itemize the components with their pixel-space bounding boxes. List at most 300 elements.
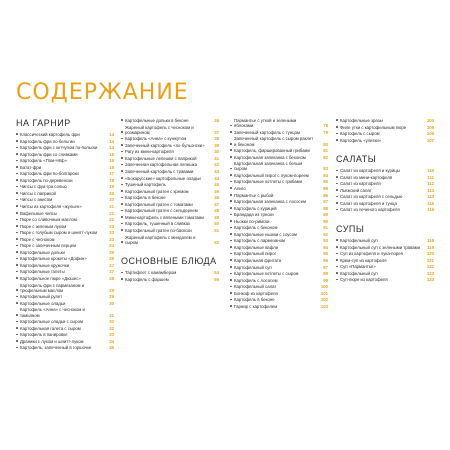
toc-entry-page: 98 (323, 271, 328, 277)
toc-entry-title: Филе утки с картофельным пюре (340, 124, 407, 130)
toc-entry-title: Чипсы из картофеля «жульен» (20, 204, 82, 210)
toc-entry[interactable] (16, 294, 114, 299)
toc-entry-page: 81 (323, 148, 328, 154)
toc-entry[interactable] (16, 204, 114, 209)
toc-entry-page: 78 (323, 123, 328, 129)
toc-entry-title: Крем-суп из картофеля (340, 257, 387, 263)
toc-entry[interactable] (16, 332, 114, 337)
toc-entry-page: 106 (426, 131, 434, 137)
toc-entry-title: Мини-картофель с вялеными томатами (125, 214, 204, 220)
toc-entry-page: 121 (426, 257, 434, 263)
toc-entry[interactable] (336, 194, 434, 199)
toc-entry-page: 26 (109, 256, 114, 262)
toc-entry-title: Суп из картофеля и лука-порея (340, 251, 403, 257)
section-heading: САЛАТЫ (336, 154, 377, 165)
toc-entry-page: 38 (214, 136, 219, 142)
toc-entry-title: Картофель «Анна» с чесноком и тимьяном (20, 307, 85, 318)
toc-entry[interactable] (230, 212, 328, 217)
toc-entry-title: Запеченный картофель «по-бульонски» (125, 142, 205, 148)
toc-entry-page: 33 (109, 332, 114, 338)
toc-entry-page: 39 (214, 142, 219, 148)
toc-entry-page: 110 (427, 168, 434, 174)
toc-entry[interactable] (230, 130, 328, 135)
toc-entry-page: 34 (109, 338, 114, 344)
toc-entry-page: 79 (323, 129, 328, 135)
toc-entry[interactable] (230, 118, 328, 128)
toc-entry[interactable] (121, 195, 219, 200)
toc-entry[interactable] (121, 189, 219, 194)
toc-entry[interactable] (230, 265, 328, 270)
toc-entry[interactable] (16, 211, 114, 216)
toc-entry-title: Картофель по-деревенски (20, 177, 73, 183)
toc-entry-page: 21 (109, 204, 114, 210)
toc-entry-page: 94 (323, 244, 328, 250)
toc-entry-title: Картофельная запеканка с белым сыром (234, 161, 303, 172)
toc-entry-page: 23 (109, 223, 114, 229)
toc-entry-title: Картофельный пирог (234, 251, 277, 257)
toc-entry[interactable] (230, 179, 328, 184)
toc-column-2 (121, 118, 219, 283)
toc-entry-page: 27 (109, 262, 114, 268)
toc-entry-title: Жареный картофель с миндалем и сыром (125, 234, 196, 245)
toc-entry-page: 85 (323, 179, 328, 185)
toc-entry-title: Картофельный суп (340, 270, 378, 276)
toc-entry[interactable] (121, 235, 219, 245)
toc-entry-page: 24 (109, 243, 114, 249)
toc-entry-page: 32 (109, 319, 114, 325)
toc-entry-page: 88 (323, 205, 328, 211)
toc-entry-title: Льежский салат (340, 187, 372, 193)
toc-entry-title: Пармантье с рыбой (234, 192, 274, 198)
toc-entry-page: 36 (214, 118, 219, 123)
toc-entry-title: Пармантье с уткой и зелеными яблоками (234, 118, 297, 129)
toc-entry[interactable] (230, 271, 328, 276)
toc-entry[interactable] (336, 118, 434, 123)
toc-entry-title: Картофельный суп (234, 264, 272, 270)
toc-entry[interactable] (16, 283, 114, 293)
section-gap (336, 214, 434, 224)
toc-entry-page: 23 (109, 236, 114, 242)
toc-entry-title: Картофельный гратен с кремом (125, 188, 189, 194)
toc-entry-page: 93 (323, 238, 328, 244)
toc-entry-title: Картофельный гратен с сельдереем (125, 208, 198, 214)
toc-entry[interactable] (121, 136, 219, 141)
toc-entry[interactable] (16, 132, 114, 137)
toc-entry-page: 89 (323, 212, 328, 218)
toc-entry[interactable] (336, 258, 434, 263)
toc-entry-title: Картофельные оладьи (20, 300, 66, 306)
toc-entry-page: 44 (214, 175, 219, 181)
toc-entry-title: Картофельные кружочки (20, 262, 70, 268)
toc-entry-title: Тушеный картофель (125, 182, 166, 188)
toc-entry-title: Запеченная картофельная лепешка (125, 162, 198, 168)
toc-entry[interactable] (230, 232, 328, 237)
toc-entry-page: 32 (109, 325, 114, 331)
toc-entry-page: 107 (426, 137, 434, 143)
toc-entry-title: Картофель, фаршированный грибами (234, 148, 310, 154)
toc-entry-title: Картофельные лепешки с паприкой (125, 155, 197, 161)
toc-entry-page: 99 (323, 277, 328, 283)
toc-entry[interactable] (230, 284, 328, 289)
toc-entry-page: 42 (214, 162, 219, 168)
toc-entry-title: Картофель с пармезаном (234, 238, 285, 244)
toc-entry[interactable] (16, 197, 114, 202)
toc-entry[interactable] (230, 161, 328, 171)
toc-entry[interactable] (121, 118, 219, 123)
toc-entry-page: 14 (109, 145, 114, 151)
toc-entry[interactable] (230, 291, 328, 296)
toc-entry-title: Салат из картофеля (340, 181, 381, 187)
toc-entry[interactable] (230, 225, 328, 230)
toc-entry[interactable] (121, 182, 219, 187)
toc-entry[interactable] (121, 156, 219, 161)
toc-entry-title: Суп-пюре из картофеля (340, 277, 388, 283)
toc-entry-page: 14 (109, 138, 114, 144)
toc-entry-page: 31 (109, 312, 114, 318)
toc-entry[interactable] (16, 139, 114, 144)
toc-entry-title: Картофель в беконе (125, 195, 166, 201)
toc-entry-page: 20 (109, 190, 114, 196)
toc-entry-page: 102 (320, 297, 328, 303)
toc-entry-title: Пюре с голубым сыром и шнитт-луком (20, 230, 98, 236)
toc-entry-page: 111 (427, 174, 434, 180)
toc-entry-page: 101 (320, 290, 328, 296)
toc-entry-title: Салат из печеного картофеля (340, 207, 400, 213)
toc-entry-title: Картофель фри по-бельгии (20, 138, 75, 144)
toc-entry-page: 22 (109, 217, 114, 223)
toc-entry[interactable] (16, 165, 114, 170)
toc-entry[interactable] (16, 237, 114, 242)
toc-entry[interactable] (230, 251, 328, 256)
toc-entry-title: Пюре с чесноком (20, 236, 55, 242)
toc-entry-title: Чипсы с паприкой (20, 190, 56, 196)
toc-entry-title: Картофель с сыром (340, 131, 380, 137)
toc-entry-title: Жареный картофель с чесноком и розмарином (125, 124, 194, 135)
toc-entry-page: 114 (427, 194, 434, 200)
toc-entry[interactable] (121, 221, 219, 226)
toc-entry-title: Бонкоф из картофеля (234, 290, 278, 296)
toc-entry-title: Картофельный рулет (20, 294, 63, 300)
toc-entry-title: Салат из картофеля и курицы (340, 168, 400, 174)
toc-entry-page: 103 (320, 303, 328, 309)
toc-entry[interactable] (230, 199, 328, 204)
toc-entry-page: 92 (323, 231, 328, 237)
toc-entry-page: 23 (109, 230, 114, 236)
toc-entry-page: 27 (109, 269, 114, 275)
toc-entry-title: Картофель, тушенный в сливках (125, 221, 191, 227)
toc-entry-title: Картофельные котлеты с грибами (234, 179, 302, 185)
toc-entry-title: Картофель с курицей (234, 205, 277, 211)
toc-entry-page: 115 (427, 200, 434, 206)
toc-entry-page: 91 (323, 225, 328, 231)
section-heading: СУПЫ (336, 224, 365, 235)
toc-entry-page: 100 (320, 284, 328, 290)
toc-entry-page: 43 (214, 169, 219, 175)
toc-entry-title: Картофельные галеты (20, 269, 65, 275)
toc-entry[interactable] (121, 125, 219, 135)
toc-entry-title: Драники с луком и шнитт-луком (20, 338, 84, 344)
toc-entry[interactable] (121, 169, 219, 174)
toc-entry[interactable] (336, 201, 434, 206)
toc-entry-title: Чипсы с фуа-гра солью (20, 184, 67, 190)
toc-entry[interactable] (336, 168, 434, 173)
toc-entry[interactable] (230, 136, 328, 146)
toc-entry-title: Запеченный картофель с травами (125, 169, 194, 175)
toc-entry[interactable] (121, 215, 219, 220)
toc-entry-title: Картофельный гратен по-баскски (125, 227, 192, 233)
toc-entry-title: Запеченный картофель с тунцом (234, 129, 300, 135)
toc-entry[interactable] (336, 207, 434, 212)
toc-entry-page: 25 (109, 249, 114, 255)
toc-entry-title: Ньокки по-римски (234, 218, 270, 224)
toc-entry[interactable] (16, 145, 114, 150)
toc-entry-title: Запеченный картофель с сыром раклет и беконом (234, 136, 314, 147)
toc-entry[interactable] (336, 181, 434, 186)
toc-entry-page: 118 (427, 238, 434, 244)
toc-entry-title: Пюре с зеленым луком (20, 223, 67, 229)
toc-entry-title: Картофельный пирог с луком-пореем (234, 172, 309, 178)
toc-entry-title: Пюре со сливочным маслом (20, 217, 77, 223)
toc-entry-page: 90 (323, 218, 328, 224)
toc-entry-title: Гарнир с картофелем (234, 303, 278, 309)
toc-entry-page: 19 (109, 184, 114, 190)
toc-column-4 (336, 118, 434, 284)
toc-entry[interactable] (230, 206, 328, 211)
toc-entry-page: 28 (109, 276, 114, 282)
toc-entry[interactable] (230, 297, 328, 302)
toc-entry[interactable] (16, 217, 114, 222)
toc-entry[interactable] (336, 277, 434, 282)
toc-entry[interactable] (230, 304, 328, 309)
toc-entry-title: Картофельный суп (340, 238, 378, 244)
toc-entry-title: Картофель «улитки» (340, 137, 382, 143)
toc-entry-title: Чипсы с анисом (20, 197, 53, 203)
toc-entry-page: 29 (109, 294, 114, 300)
toc-entry-title: Картофельная фритата (234, 258, 282, 263)
toc-entry-title: Картофельная запеканка с лососем (234, 199, 307, 205)
toc-entry[interactable] (121, 208, 219, 213)
toc-entry-page: 96 (323, 258, 328, 263)
toc-entry[interactable] (230, 219, 328, 224)
toc-entry-page: 83 (323, 166, 328, 172)
toc-entry[interactable] (230, 258, 328, 263)
toc-entry-page: 116 (427, 207, 434, 213)
toc-entry-title: Картофельная запеканка с беконом (234, 154, 306, 160)
toc-entry-page: 40 (214, 149, 219, 155)
toc-entry-title: Картофельные оладьи с сыром (20, 319, 83, 325)
toc-entry-page: 20 (109, 197, 114, 203)
toc-entry-page: 122 (426, 264, 434, 270)
toc-entry-title: Картофель фри по-болгарски (20, 171, 79, 177)
toc-entry[interactable] (230, 193, 328, 198)
toc-entry-page: 47 (214, 201, 219, 207)
toc-entry[interactable] (16, 250, 114, 255)
toc-entry[interactable] (336, 131, 434, 136)
toc-entry-page: 35 (109, 345, 114, 351)
toc-column-3 (230, 118, 328, 310)
toc-entry-title: Картофель «Анна» с кунжутом (125, 136, 187, 142)
toc-entry[interactable] (16, 230, 114, 235)
toc-entry-title: Картофельные зразы (340, 118, 383, 123)
toc-entry-page: 86 (323, 192, 328, 198)
toc-entry-page: 84 (323, 172, 328, 178)
toc-entry[interactable] (16, 301, 114, 306)
toc-entry-page: 113 (427, 187, 434, 193)
toc-entry[interactable] (16, 224, 114, 229)
toc-entry-title: Тартифлет с камамбером (125, 270, 177, 276)
toc-entry[interactable] (121, 228, 219, 233)
toc-entry[interactable] (16, 269, 114, 274)
toc-entry[interactable] (16, 319, 114, 324)
toc-entry-title: Картофель «Пом-Нёф» (20, 158, 67, 164)
toc-entry[interactable] (16, 184, 114, 189)
toc-entry[interactable] (121, 149, 219, 154)
toc-entry[interactable] (230, 148, 328, 153)
toc-entry-title: Картофельные дольки (20, 249, 65, 255)
toc-entry-title: Пюре с запеченным перцем (20, 243, 77, 249)
toc-entry-page: 46 (214, 188, 219, 194)
toc-entry[interactable] (230, 173, 328, 178)
toc-entry-page: 21 (109, 210, 114, 216)
toc-entry-title: Классический картофель фри (20, 132, 80, 137)
toc-entry-title: Картофель фри со сливками (20, 151, 78, 157)
toc-entry[interactable] (16, 326, 114, 331)
toc-entry-page: 15 (109, 151, 114, 157)
toc-entry[interactable] (16, 171, 114, 176)
toc-entry-page: 16 (109, 158, 114, 164)
toc-entry-page: 95 (323, 251, 328, 257)
toc-entry-title: Картофель с фаршем (125, 276, 169, 282)
toc-entry-page: 17 (109, 171, 114, 177)
toc-entry-page: 30 (109, 300, 114, 306)
toc-entry-title: Салат из мини-картофеля (340, 174, 393, 180)
toc-entry[interactable] (230, 238, 328, 243)
toc-entry-title: Картофельная галета с сыром (20, 325, 81, 331)
toc-entry-title: Картофельные вафли (234, 244, 279, 250)
toc-entry[interactable] (121, 202, 219, 207)
toc-entry-title: Картофель в панировке (20, 332, 68, 338)
toc-entry[interactable] (16, 345, 114, 350)
toc-entry[interactable] (336, 188, 434, 193)
toc-entry[interactable] (121, 270, 219, 275)
toc-entry[interactable] (121, 277, 219, 282)
toc-entry-page: 18 (109, 177, 114, 183)
toc-entry[interactable] (16, 191, 114, 196)
toc-entry[interactable] (230, 186, 328, 191)
toc-entry[interactable] (16, 178, 114, 183)
toc-entry[interactable] (16, 276, 114, 281)
toc-entry-title: Картофельный салат (234, 284, 277, 290)
toc-entry-title: Картофель, запеченный в горшочке (20, 345, 92, 351)
toc-entry-page: 86 (323, 185, 328, 191)
toc-entry-page: 14 (109, 132, 114, 137)
toc-entry-title: Батат-фри (20, 164, 42, 170)
toc-entry[interactable] (16, 339, 114, 344)
toc-entry[interactable] (121, 162, 219, 167)
toc-entry-page: 29 (109, 287, 114, 293)
toc-entry[interactable] (336, 125, 434, 130)
toc-entry-title: Картофельный гратен с томатами (125, 201, 193, 207)
toc-entry[interactable] (16, 256, 114, 261)
toc-entry-title: Алиго (234, 185, 246, 191)
toc-entry-title: Рагу из мини-картофеля (125, 149, 174, 155)
section-gap (336, 144, 434, 154)
toc-entry[interactable] (230, 245, 328, 250)
toc-entry-page: 51 (214, 227, 219, 233)
toc-entry[interactable] (230, 278, 328, 283)
toc-entry-title: Картофель в беконе (234, 297, 275, 303)
toc-entry-page: 112 (427, 181, 434, 187)
toc-entry-title: Картофель фри с пармезаном и трюфельным маслом (20, 282, 85, 293)
toc-entry[interactable] (336, 271, 434, 276)
toc-entry[interactable] (336, 175, 434, 180)
toc-entry-title: Картофельные ньокки с соусом (234, 231, 297, 237)
section-heading: ОСНОВНЫЕ БЛЮДА (121, 256, 217, 267)
toc-entry-page: 87 (323, 199, 328, 205)
toc-entry-page: 49 (214, 214, 219, 220)
section-heading: НА ГАРНИР (16, 118, 71, 128)
toc-entry-page: 41 (214, 155, 219, 161)
section-gap (121, 246, 219, 256)
toc-entry-title: Салат из картофеля и тунца (340, 200, 397, 206)
toc-entry[interactable] (16, 158, 114, 163)
toc-entry-page: 46 (214, 195, 219, 201)
toc-entry-title: Картофель с лососем (234, 277, 278, 283)
toc-column-1 (16, 118, 114, 352)
toc-entry-page: 104 (426, 118, 434, 123)
toc-entry[interactable] (336, 138, 434, 143)
toc-entry-page: 50 (214, 221, 219, 227)
toc-entry-title: Брандада из трески (234, 212, 274, 218)
toc-entry-page: 55 (214, 276, 219, 282)
toc-entry-page: 48 (214, 208, 219, 214)
toc-entry[interactable] (336, 264, 434, 269)
toc-entry-page: 82 (323, 154, 328, 160)
toc-entry[interactable] (230, 155, 328, 160)
toc-entry[interactable] (336, 251, 434, 256)
toc-entry-title: Картофельное пюре «Дюшес» (20, 276, 81, 282)
toc-entry-title: Салат из картофеля с сельдью (340, 194, 403, 200)
toc-entry-title: Картофель фри с кетчупом по-польски (20, 145, 98, 151)
toc-entry-page: 119 (427, 244, 434, 250)
toc-entry[interactable] (336, 238, 434, 243)
toc-entry-page: 80 (323, 141, 328, 147)
toc-entry-title: Картофельный суп с зелеными травами (340, 244, 421, 250)
toc-entry-page: 124 (426, 277, 434, 283)
toc-entry-title: Картофель с беконом (234, 225, 278, 231)
toc-entry[interactable] (16, 263, 114, 268)
toc-entry-page: 54 (214, 270, 219, 276)
toc-entry-title: «Бокарусские» картофельные оладьи (125, 175, 201, 181)
toc-entry-page: 97 (323, 264, 328, 270)
toc-entry-title: Картофельные дольки в беконе (125, 118, 189, 123)
toc-entry-title: Картофельные крокеты «Дофин» (20, 256, 87, 262)
toc-entry-title: Вафельные чипсы (20, 210, 58, 216)
toc-entry[interactable] (16, 307, 114, 317)
toc-entry-page: 120 (426, 251, 434, 257)
toc-entry-page: 105 (426, 124, 434, 130)
toc-entry-page: 52 (214, 239, 219, 245)
page-title: СОДЕРЖАНИЕ (16, 80, 189, 105)
toc-entry[interactable] (16, 152, 114, 157)
toc-entry-page: 123 (426, 270, 434, 276)
toc-entry[interactable] (121, 176, 219, 181)
toc-entry[interactable] (121, 143, 219, 148)
toc-entry[interactable] (16, 243, 114, 248)
toc-entry-title: Картофельные котлеты с сыром (234, 271, 299, 277)
toc-entry-page: 45 (214, 182, 219, 188)
toc-entry[interactable] (336, 245, 434, 250)
